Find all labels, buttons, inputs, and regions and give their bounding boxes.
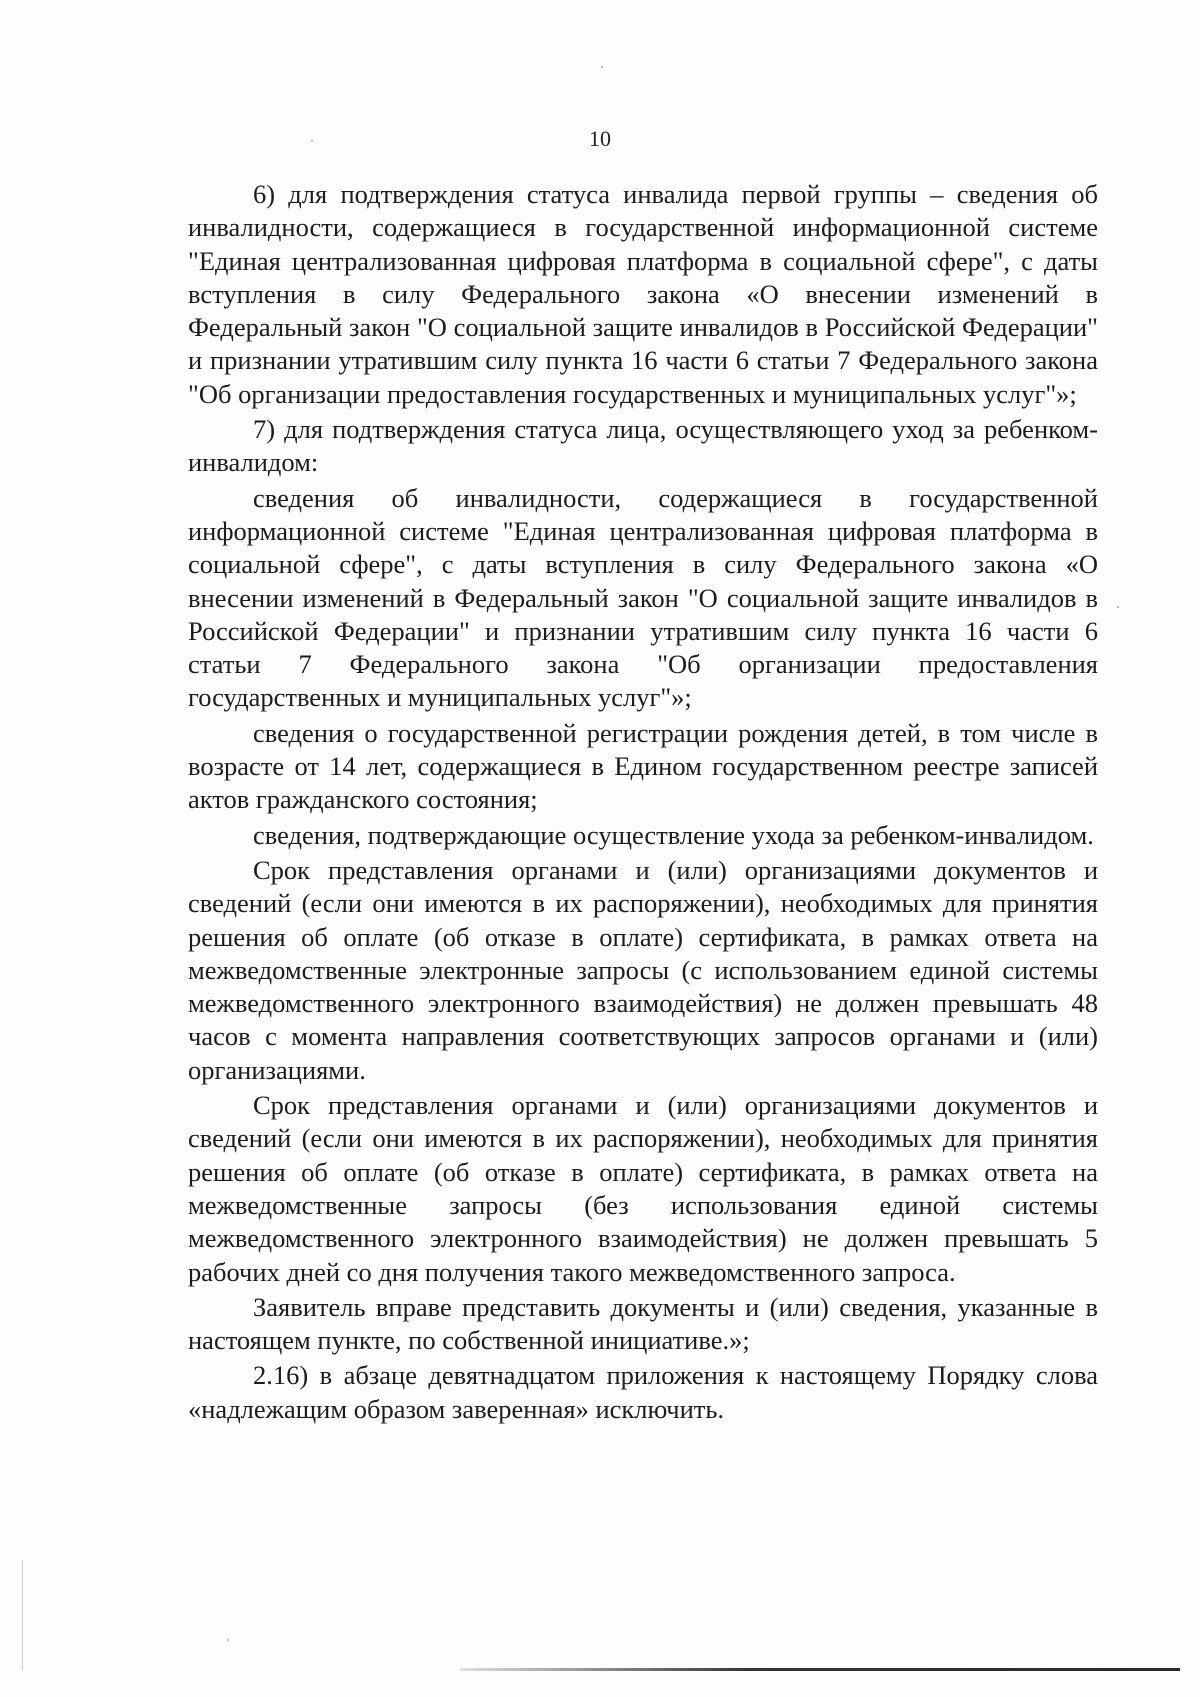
scan-edge-shadow — [22, 1560, 23, 1670]
scan-edge-line — [460, 1668, 1180, 1671]
scan-speck — [601, 66, 603, 68]
paragraph-disability-info: сведения об инвалидности, содержащиеся в государственной информационной системе "Единая централизованная цифровая платформа в социальной сфере", с даты вступления в силу Федерального закона «О внесении изменений в Федеральный закон "О социальной защите инвалидов в Российской Федерации" и признании утратившим силу пункта 16 части 6 статьи 7 Федерального закона "Об организации предоставления государственных и муниципальных услуг"»; — [188, 482, 1098, 713]
scan-speck — [227, 1639, 229, 1641]
paragraph-item-7: 7) для подтверждения статуса лица, осуществляющего уход за ребенком-инвалидом: — [188, 414, 1098, 478]
paragraph-applicant-initiative: Заявитель вправе представить документы и (или) сведения, указанные в настоящем пункте, по собственной инициативе.»; — [188, 1291, 1098, 1356]
page-number: 10 — [589, 126, 611, 151]
paragraph-electronic-requests-deadline: Срок представления органами и (или) организациями документов и сведений (если они имеются в их распоряжении), необходимых для принятия решения об оплате (об отказе в оплате) сертификата, в рамках ответа на межведомственные электронные запросы (с использованием единой системы межведомственного электронного взаимодействия) не должен превышать 48 часов с момента направления соответствующих запросов органами и (или) организациями. — [188, 854, 1098, 1085]
paragraph-birth-registration: сведения о государственной регистрации рождения детей, в том числе в возрасте от 14 лет, содержащиеся в Едином государственном реестре записей актов гражданского состояния; — [188, 717, 1098, 815]
document-body — [188, 178, 1098, 1428]
scan-speck — [1117, 606, 1119, 608]
paragraph-item-2-16: 2.16) в абзаце девятнадцатом приложения к настоящему Порядку слова «надлежащим образом заверенная» исключить. — [188, 1360, 1098, 1424]
paragraph-care-confirmation: сведения, подтверждающие осуществление ухода за ребенком-инвалидом. — [253, 819, 1094, 850]
paragraph-item-6: 6) для подтверждения статуса инвалида первой группы – сведения об инвалидности, содержащиеся в государственной информационной системе "Единая централизованная цифровая платформа в социальной сфере", с даты вступления в силу Федерального закона «О внесении изменений в Федеральный закон "О социальной защите инвалидов в Российской Федерации" и признании утратившим силу пункта 16 части 6 статьи 7 Федерального закона "Об организации предоставления государственных и муниципальных услуг"»; — [188, 179, 1098, 409]
paragraph-non-electronic-requests-deadline: Срок представления органами и (или) организациями документов и сведений (если они имеются в их распоряжении), необходимых для принятия решения об оплате (об отказе в оплате) сертификата, в рамках ответа на межведомственные запросы (без использования единой системы межведомственного электронного взаимодействия) не должен превышать 5 рабочих дней со дня получения такого межведомственного запроса. — [188, 1090, 1098, 1287]
scan-speck — [311, 140, 313, 142]
